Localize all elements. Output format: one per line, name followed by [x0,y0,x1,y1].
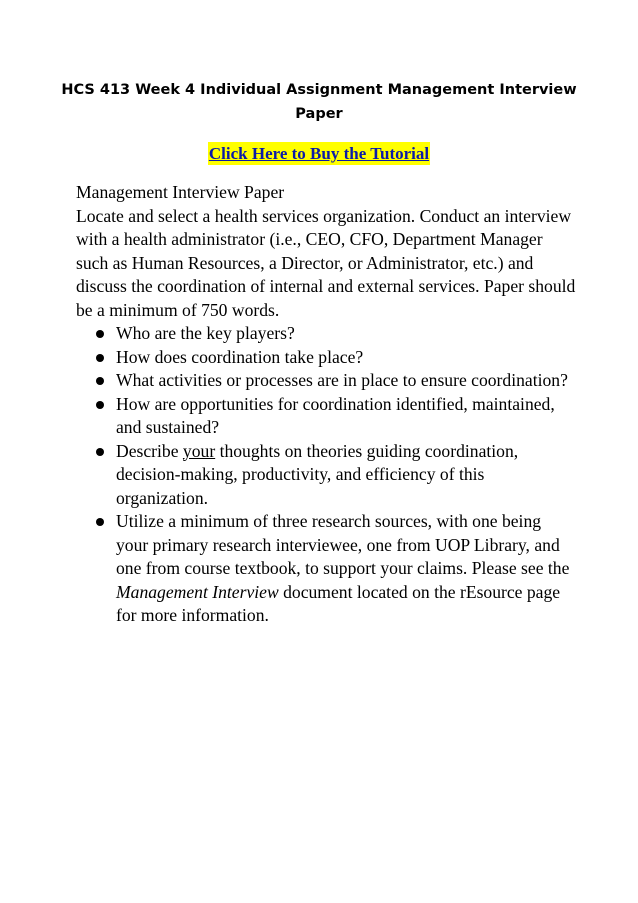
list-item-text-start: Utilize a minimum of three research sources, with one being your primary research interviewee, one from UOP Library, and one from course textbook, to support your claims. Please see the [116,511,570,578]
list-item [76,369,576,393]
list-item [76,510,576,628]
list-item-text-start: Describe [116,440,183,461]
bullet-icon [96,401,104,409]
list-item-text: How does coordination take place? [116,346,364,367]
tutorial-link-container [0,142,638,167]
bullet-icon [96,448,104,456]
list-item-text: What activities or processes are in place to ensure coordination? [116,370,568,390]
question-list [76,322,576,628]
list-item-text: How are opportunities for coordination identified, maintained, and sustained? [116,393,555,437]
document-body [76,181,576,628]
list-item [76,393,576,440]
buy-tutorial-link[interactable]: Click Here to Buy the Tutorial [208,144,430,163]
list-item [76,346,576,370]
bullet-icon [96,377,104,385]
list-item [76,440,576,511]
section-heading: Management Interview Paper [76,182,285,202]
bullet-icon [96,518,104,526]
document-reference: Management Interview [116,581,279,602]
list-item-text-end: thoughts on theories guiding coordination, decision-making, productivity, and efficiency of this organization. [116,440,519,508]
list-item-text: Who are the key players? [116,323,295,343]
bullet-icon [96,330,104,338]
list-item-emphasis: your [182,440,216,461]
list-item-text-end: document located on the rEsource page for more information. [116,581,561,625]
intro-paragraph: Locate and select a health services organization. Conduct an interview with a health administrator (i.e., CEO, CFO, Department Manager such as Human Resources, a Director, or Administrator, etc.) and discuss the coordination of internal and external services. Paper should be a minimum of 750 words. [76,205,576,320]
document-title: HCS 413 Week 4 Individual Assignment Management Interview Paper [61,82,577,122]
list-item [76,322,576,346]
bullet-icon [96,354,104,362]
